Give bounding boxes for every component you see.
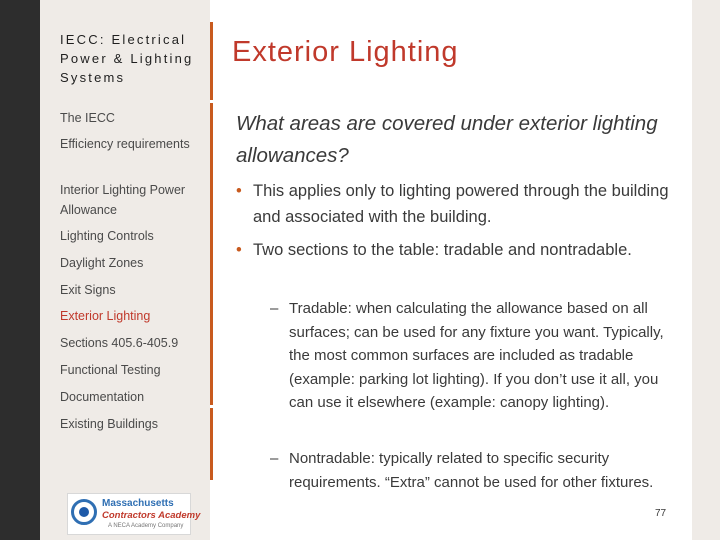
sidebar-item-existing-buildings[interactable]: Existing Buildings [60, 417, 158, 431]
bullet-mark: • [236, 241, 242, 259]
sidebar-item-lighting-controls[interactable]: Lighting Controls [60, 229, 154, 243]
logo-emblem-icon [71, 499, 97, 525]
sub-bullet-text: Tradable: when calculating the allowance based on all surfaces; can be used for any fixture you want. Typically, the most common surfaces are included as tradable (example: parking lot lighting). If you don’t use it all, you can use it elsewhere (example: canopy lighting). [289, 300, 664, 412]
sub-bullet-text: Nontradable: typically related to specific security requirements. “Extra” cannot be used for other fixtures. [289, 450, 654, 491]
page-number: 77 [655, 508, 667, 519]
logo-line-3: A NECA Academy Company [108, 523, 184, 529]
bullet-text: Two sections to the table: tradable and nontradable. [253, 241, 632, 259]
slide-subtitle: What areas are covered under exterior lighting allowances? [236, 112, 658, 167]
sub-bullet-mark: – [270, 450, 279, 467]
sidebar-item-daylight-zones[interactable]: Daylight Zones [60, 256, 144, 270]
section-divider-middle [210, 103, 213, 405]
left-edge-bar [0, 0, 40, 540]
logo-line-2: Contractors Academy [102, 510, 201, 521]
sidebar-item-exit-signs[interactable]: Exit Signs [60, 283, 116, 297]
sidebar-item-exterior-lighting[interactable]: Exterior Lighting [60, 309, 151, 323]
section-divider-top [210, 22, 213, 100]
sidebar-item-interior-lighting-power-allowance[interactable]: Interior Lighting Power Allowance [60, 183, 186, 217]
sub-bullet-item [270, 297, 670, 415]
bullet-text: This applies only to lighting powered through the building and associated with the building. [253, 182, 669, 226]
section-divider-bottom [210, 408, 213, 480]
logo-line-1: Massachusetts [102, 498, 174, 509]
sidebar-item-sections-405[interactable]: Sections 405.6-405.9 [60, 336, 179, 350]
company-logo [67, 493, 201, 535]
sub-bullet-item [270, 447, 670, 494]
sidebar-item-the-iecc[interactable]: The IECC [60, 111, 115, 125]
sidebar-item-functional-testing[interactable]: Functional Testing [60, 363, 161, 377]
sidebar-item-documentation[interactable]: Documentation [60, 390, 145, 404]
sidebar [40, 0, 210, 540]
sub-bullet-mark: – [270, 300, 279, 317]
sidebar-title: IECC: Electrical Power & Lighting Systems [60, 32, 194, 85]
bullet-item [236, 178, 676, 230]
bullet-mark: • [236, 182, 242, 200]
sidebar-item-efficiency-requirements[interactable]: Efficiency requirements [60, 137, 190, 151]
slide-title: Exterior Lighting [232, 36, 459, 68]
bullet-item [236, 237, 676, 263]
right-edge-bar [692, 0, 720, 540]
